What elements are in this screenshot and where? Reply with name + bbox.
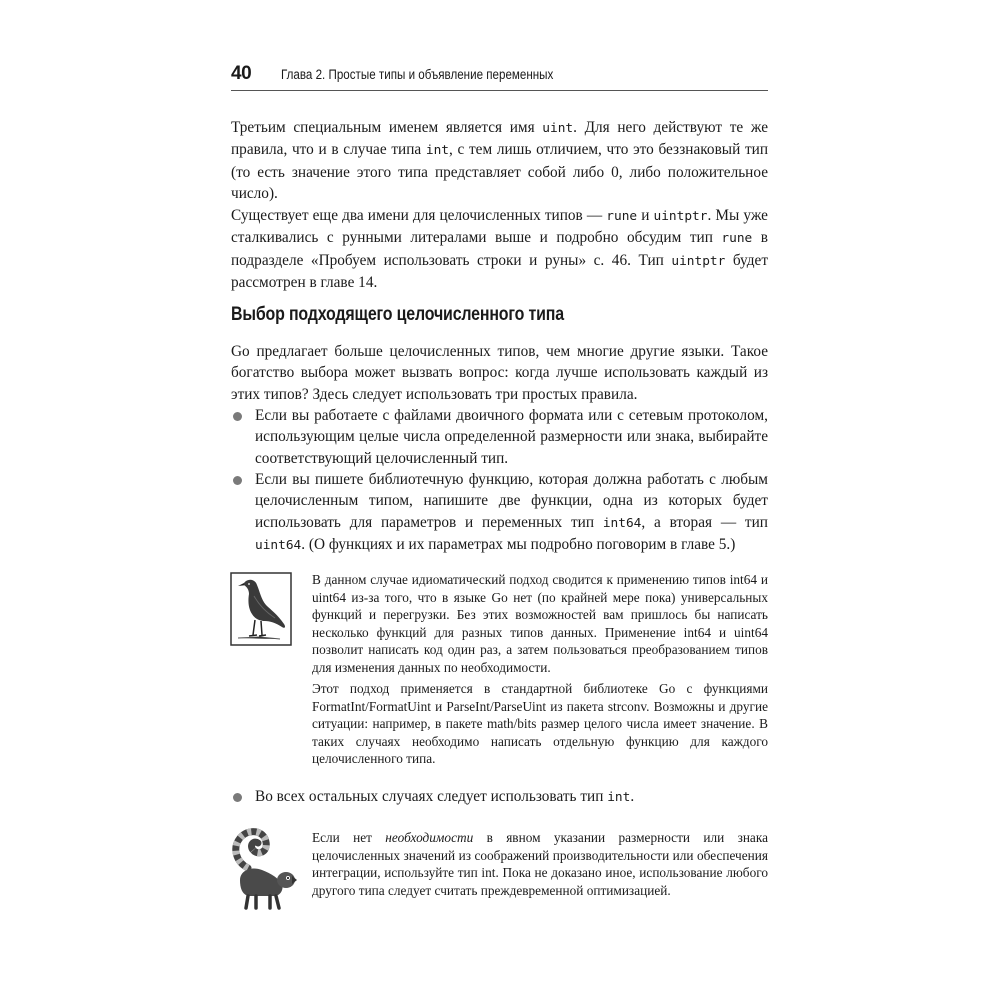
paragraph-text: . Мы уже сталкивались с рунными литералами выше и подробно обсудим тип (231, 207, 768, 247)
note-idiomatic-approach: В данном случае идиоматический подход сводится к применению типов int64 и uint64 из-за того, что в языке Go нет (по крайней мере пока) универсальных функций и перегрузки. Без этих возможностей вам пришлось бы написать несколько функций для разных типов данных. Применение int64 и uint64 позволит написать код один раз, а затем пользоваться преобразованием типов для изменения данных по необходимости. (312, 572, 768, 675)
paragraph-text: будет рассмотрен в главе 14. (231, 251, 769, 292)
note-text: Если нет (312, 830, 386, 845)
paragraph-text: Третьим специальным именем является имя (231, 119, 543, 136)
lemur-icon (218, 822, 298, 919)
emphasis: необходимости (385, 830, 474, 845)
paragraph-rune-uintptr (231, 205, 768, 294)
inline-code: rune (606, 209, 638, 224)
list-item-text: Во всех остальных случаях следует использовать тип (255, 788, 608, 805)
bullet-icon (233, 793, 242, 802)
note-text: в явном указании размерности или знака целочисленных значений из соображений производительности или обеспечения интеграции, используйте тип int. Пока не доказано иное, использование любого другого типа следует считать преждевременной оптимизацией. (312, 830, 768, 898)
page-number: 40 (231, 63, 252, 84)
section-heading: Выбор подходящего целочисленного типа (231, 304, 564, 325)
inline-code: rune (721, 231, 753, 247)
page-header (231, 62, 768, 91)
paragraph-text: в подразделе «Пробуем использовать строки и руны» с. 46. Тип (231, 229, 768, 269)
inline-code: int64 (602, 515, 642, 531)
bullet-icon (233, 476, 242, 485)
list-item-text: , а вторая — тип (641, 513, 768, 531)
inline-code: uint64 (255, 538, 302, 554)
crow-icon (230, 572, 292, 651)
running-title: Глава 2. Простые типы и объявление переменных (281, 67, 554, 82)
bullet-icon (233, 412, 242, 421)
list-item (255, 786, 768, 808)
note-use-int (312, 829, 768, 899)
inline-code: uintptr (653, 209, 708, 224)
paragraph-intro: Go предлагает больше целочисленных типов, чем многие другие языки. Такое богатство выбора может вызвать вопрос: когда лучше использовать каждый из этих типов? Здесь следует использовать три простых правила. (231, 343, 768, 403)
paragraph-text: и (637, 207, 654, 224)
inline-code: int (425, 143, 449, 159)
inline-code: uintptr (671, 253, 726, 269)
list-item-text: Если вы пишете библиотечную функцию, которая должна работать с любым целочисленным типом, напишите две функции, одна из которых будет использовать для параметров и переменных тип (255, 471, 768, 531)
note-stdlib-example: Этот подход применяется в стандартной библиотеке Go с функциями FormatInt/FormatUint и ParseInt/ParseUint из пакета strconv. Возможны и другие ситуации: например, в пакете math/bits размер целого числа имеет значение. В таких случаях необходимо написать отдельную функцию для каждого целочисленного типа. (312, 681, 768, 767)
paragraph-text: . Для него действуют те же правила, что и в случае типа (231, 119, 768, 159)
list-item-text: . (630, 788, 635, 805)
list-item (255, 469, 768, 557)
paragraph-text: , с тем лишь отличием, что это беззнаковый тип (то есть значение этого типа представляет собой либо 0, либо положительное число). (231, 141, 769, 203)
inline-code: uint (542, 121, 574, 136)
list-item: Если вы работаете с файлами двоичного формата или с сетевым протоколом, использующим целые числа определенной размерности или знака, выбирайте соответствующий целочисленный тип. (255, 407, 768, 467)
paragraph-text: Существует еще два имени для целочисленных типов — (231, 207, 607, 224)
inline-code: int (607, 790, 631, 805)
list-item-text: . (О функциях и их параметрах мы подробно поговорим в главе 5.) (301, 536, 736, 554)
paragraph-uint (231, 117, 768, 205)
